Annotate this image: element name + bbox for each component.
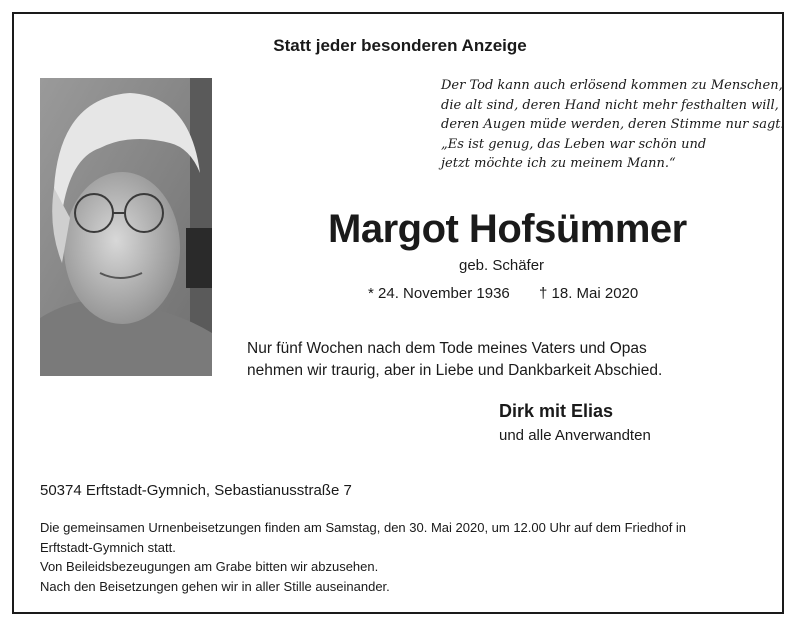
poem-line: Der Tod kann auch erlösend kommen zu Menschen, (441, 78, 783, 93)
message-line: nehmen wir traurig, aber in Liebe und Dankbarkeit Abschied. (247, 362, 663, 379)
poem-line: deren Augen müde werden, deren Stimme nur sagt: (441, 117, 785, 133)
poem-line: jetzt möchte ich zu meinem Mann.“ (441, 156, 676, 172)
poem-line: „Es ist genug, das Leben war schön und (441, 136, 707, 152)
portrait-photo (40, 78, 212, 376)
signature-relatives: und alle Anverwandten (499, 427, 651, 444)
family-address: 50374 Erftstadt-Gymnich, Sebastianusstraße 7 (40, 482, 352, 499)
memorial-poem (441, 76, 785, 174)
notice-header: Statt jeder besonderen Anzeige (273, 36, 527, 55)
maiden-name: geb. Schäfer (459, 257, 545, 274)
notes-line: Die gemeinsamen Urnenbeisetzungen finden am Samstag, den 30. Mai 2020, um 12.00 Uhr auf dem Friedhof in (40, 520, 687, 535)
signature-main: Dirk mit Elias (499, 401, 614, 421)
message-line: Nur fünf Wochen nach dem Tode meines Vaters und Opas (247, 340, 647, 357)
deceased-name: Margot Hofsümmer (328, 207, 687, 251)
poem-line: die alt sind, deren Hand nicht mehr festhalten will, (441, 97, 779, 113)
death-date: † 18. Mai 2020 (539, 285, 639, 302)
farewell-message (247, 338, 662, 382)
notes-line: Von Beileidsbezeugungen am Grabe bitten wir abzusehen. (40, 559, 379, 574)
notes-line: Nach den Beisetzungen gehen wir in aller Stille auseinander. (40, 578, 390, 594)
funeral-notes (40, 518, 770, 596)
birth-date: * 24. November 1936 (368, 285, 510, 302)
notes-line: Erftstadt-Gymnich statt. (40, 539, 176, 555)
